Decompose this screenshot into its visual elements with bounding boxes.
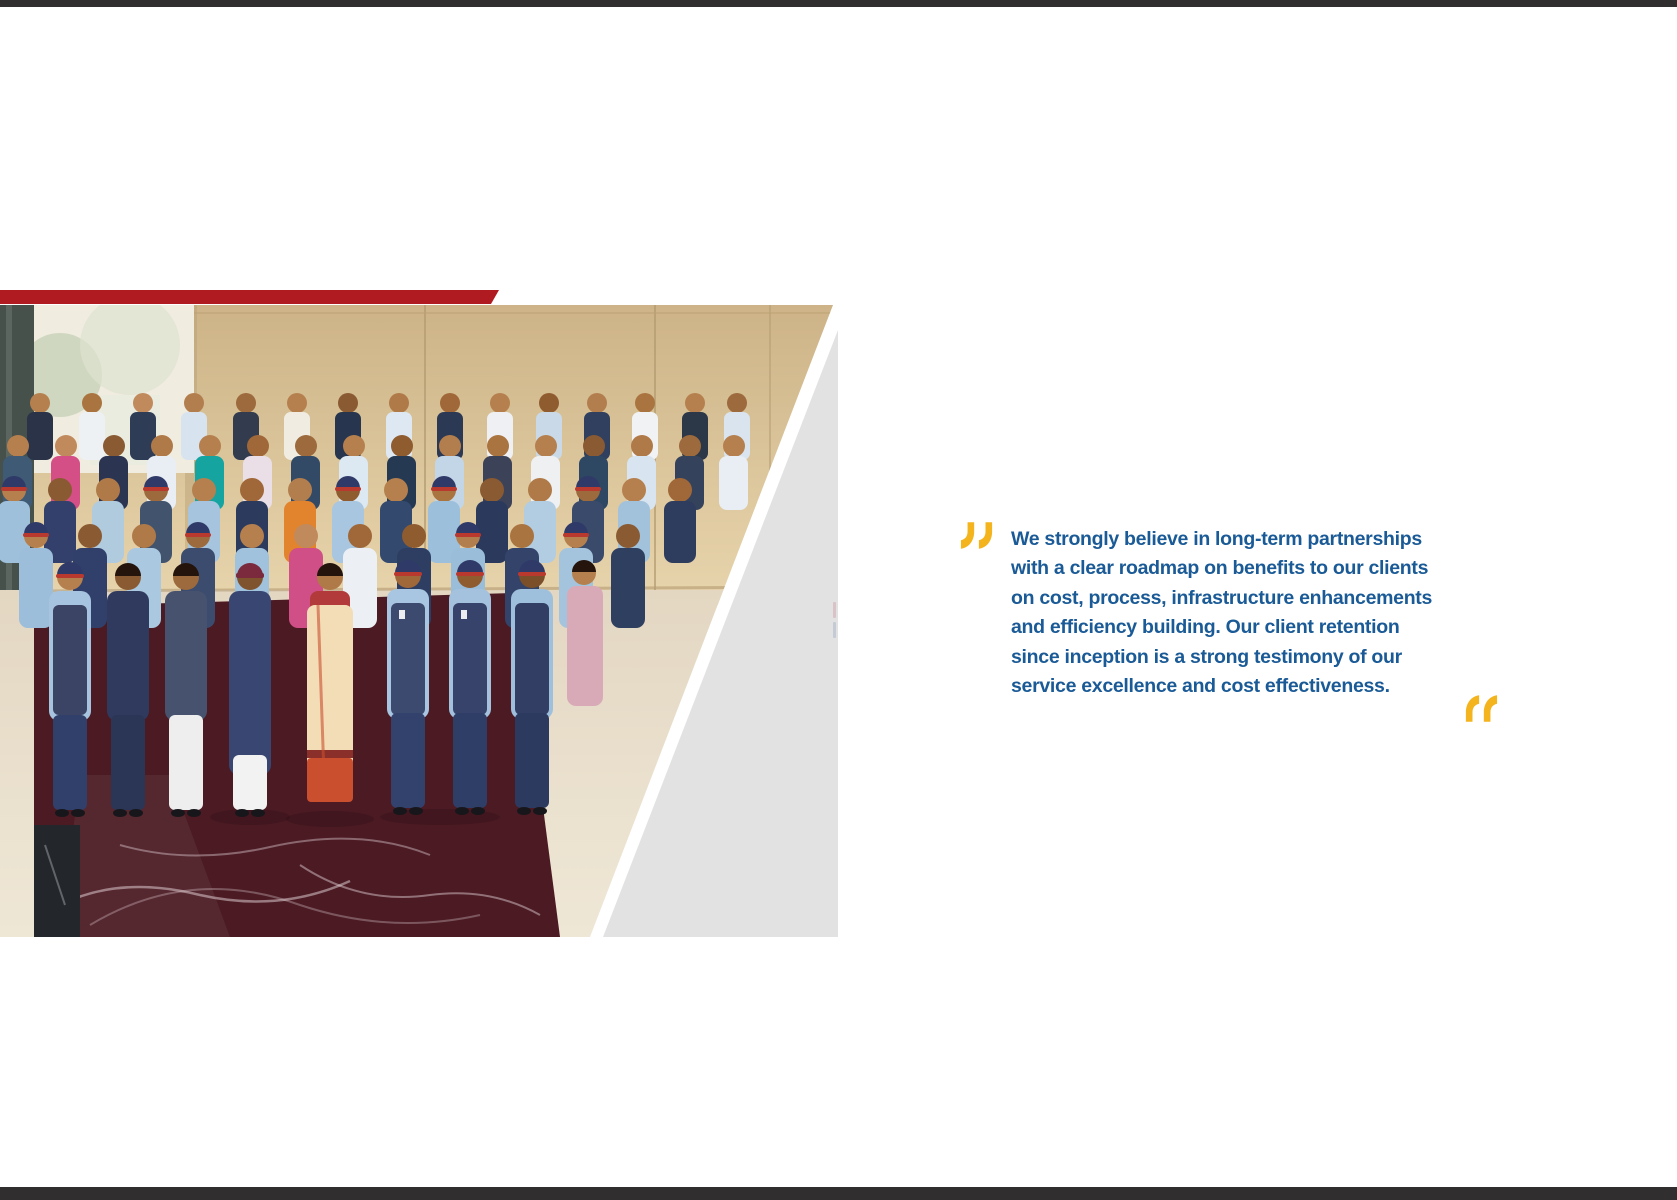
quote-line: service excellence and cost effectiveness.: [1011, 675, 1390, 698]
red-accent-ribbon: [0, 290, 499, 304]
pull-quote: [944, 490, 1504, 730]
top-border-bar: [0, 0, 1677, 7]
quote-line: and efficiency building. Our client retention: [1011, 616, 1400, 639]
edge-registration-mark: [833, 622, 836, 638]
quote-text: [1011, 525, 1471, 701]
quote-line: on cost, process, infrastructure enhancements: [1011, 586, 1433, 609]
close-quote-icon: [1464, 695, 1498, 722]
quote-line: We strongly believe in long-term partnerships: [1011, 528, 1422, 550]
photo-block: [0, 305, 838, 937]
quote-line: since inception is a strong testimony of our: [1011, 645, 1402, 668]
edge-registration-mark: [833, 602, 836, 618]
people-row-front: [49, 560, 603, 827]
quote-line: with a clear roadmap on benefits to our clients: [1011, 557, 1429, 580]
bottom-border-bar: [0, 1187, 1677, 1200]
open-quote-icon: [960, 522, 994, 549]
